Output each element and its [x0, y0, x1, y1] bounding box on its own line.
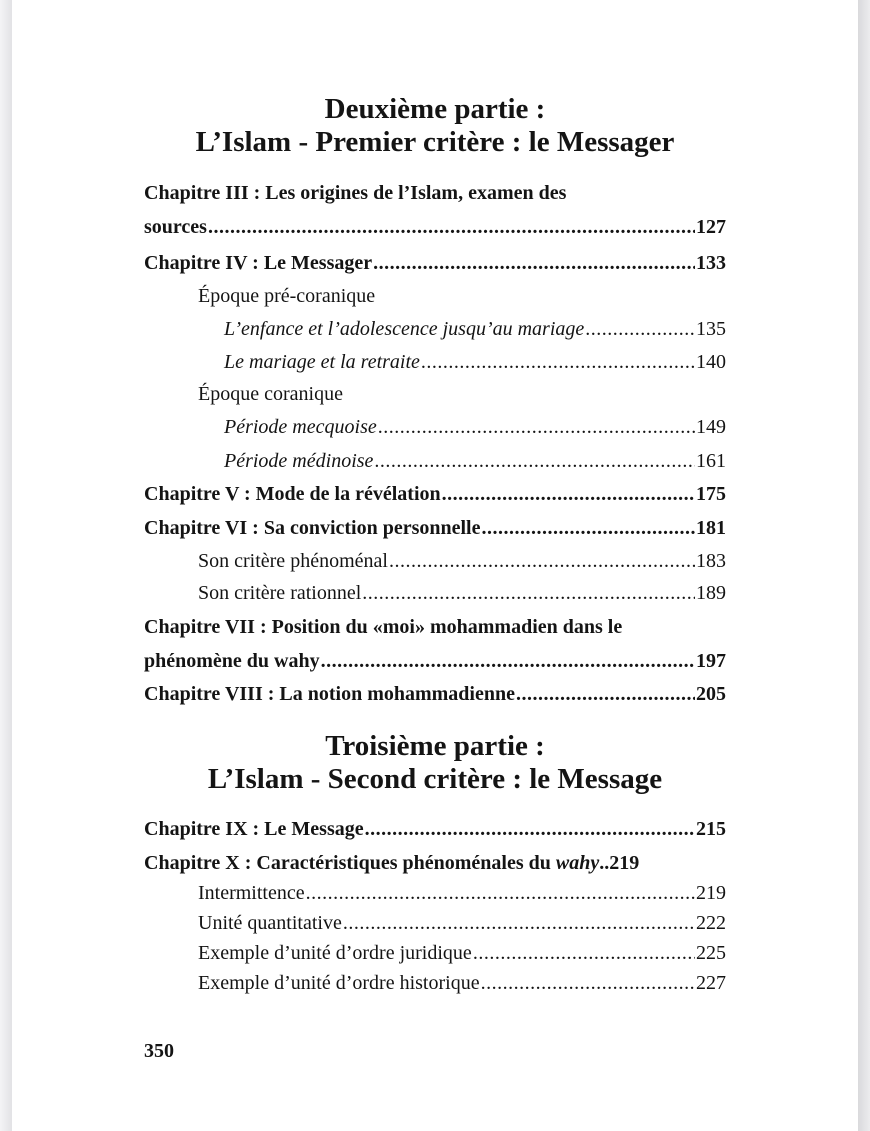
part-title-line1: Troisième partie : — [325, 730, 545, 762]
dot-leader — [321, 648, 695, 674]
part-title-deuxieme — [12, 93, 858, 159]
part-title-troisieme — [12, 730, 858, 796]
entry-label: Chapitre VI : Sa conviction personnelle — [144, 517, 481, 539]
page-number: 133 — [696, 252, 726, 274]
entry-label: Exemple d’unité d’ordre historique — [198, 972, 480, 994]
dot-leader — [374, 448, 695, 474]
toc-entry-unite-historique — [198, 970, 726, 996]
page-edge-left — [0, 0, 12, 1131]
dot-leader — [482, 515, 696, 541]
part-title-line1: Deuxième partie : — [324, 93, 546, 125]
dot-leader — [481, 970, 695, 996]
dot-leader — [208, 214, 695, 240]
page-number: 175 — [696, 483, 726, 505]
entry-label: sources — [144, 216, 207, 238]
dot-leader — [516, 681, 695, 707]
toc-entry-chapitre-9 — [144, 816, 726, 842]
part-title-line2: L’Islam - Premier critère : le Messager — [195, 126, 675, 158]
entry-label: L’enfance et l’adolescence jusqu’au mariage — [224, 318, 585, 340]
entry-label: Intermittence — [198, 882, 305, 904]
dot-leader — [306, 880, 695, 906]
entry-label: Exemple d’unité d’ordre juridique — [198, 942, 472, 964]
dot-leader — [343, 910, 695, 936]
toc-entry-periode-mecquoise — [224, 414, 726, 440]
dot-leader — [421, 349, 695, 375]
page-number: 183 — [696, 550, 726, 572]
entry-label: Période mecquoise — [224, 416, 377, 438]
toc-entry-unite-quantitative — [198, 910, 726, 936]
page-number: 222 — [696, 912, 726, 934]
entry-label: Chapitre IX : Le Message — [144, 818, 364, 840]
entry-label: Période médinoise — [224, 450, 374, 472]
entry-label: Chapitre IV : Le Messager — [144, 252, 373, 274]
dot-leader — [585, 316, 695, 342]
toc-section-epoque-pre-coranique: Époque pré-coranique — [198, 285, 376, 307]
part-title-line2: L’Islam - Second critère : le Message — [207, 763, 663, 795]
dot-leader — [373, 250, 695, 276]
page-number: 225 — [696, 942, 726, 964]
page-number: 189 — [696, 582, 726, 604]
toc-entry-mariage — [224, 349, 726, 375]
toc-entry-chapitre-6 — [144, 515, 726, 541]
toc-entry-enfance — [224, 316, 726, 342]
dot-leader — [473, 940, 695, 966]
page-number: 149 — [696, 416, 726, 438]
toc-entry-intermittence — [198, 880, 726, 906]
entry-label — [144, 850, 599, 876]
page-number: 135 — [696, 318, 726, 340]
toc-section-epoque-coranique: Époque coranique — [198, 383, 343, 405]
toc-entry-critere-rationnel — [198, 580, 726, 606]
page-number: 140 — [696, 351, 726, 373]
toc-entry-chapitre-5 — [144, 481, 726, 507]
toc-entry-chapitre-3: Chapitre III : Les origines de l’Islam, examen des — [144, 182, 567, 204]
book-page — [12, 0, 858, 1131]
toc-entry-chapitre-4 — [144, 250, 726, 276]
toc-entry-chapitre-8 — [144, 681, 726, 707]
toc-entry-critere-phenomenal — [198, 548, 726, 574]
entry-label: Le mariage et la retraite — [224, 351, 420, 373]
toc-entry-periode-medinoise — [224, 448, 726, 474]
page-number: 161 — [696, 450, 726, 472]
page-number: 181 — [696, 517, 726, 539]
page-number: 127 — [696, 216, 726, 238]
entry-label: Unité quantitative — [198, 912, 342, 934]
page-number: 215 — [696, 818, 726, 840]
entry-label: phénomène du wahy — [144, 650, 320, 672]
toc-entry-sources — [144, 214, 726, 240]
toc-entry-unite-juridique — [198, 940, 726, 966]
dot-leader: .. — [599, 852, 610, 874]
toc-entry-phenomene-wahy — [144, 648, 726, 674]
entry-label: Son critère phénoménal — [198, 550, 388, 572]
toc-entry-chapitre-7: Chapitre VII : Position du «moi» mohammadien dans le — [144, 616, 623, 638]
dot-leader — [389, 548, 695, 574]
dot-leader — [362, 580, 695, 606]
entry-label-emphasis: wahy — [555, 852, 600, 874]
page-number: 219 — [696, 882, 726, 904]
entry-label: Son critère rationnel — [198, 582, 362, 604]
dot-leader — [442, 481, 695, 507]
dot-leader — [378, 414, 695, 440]
entry-label: Chapitre VIII : La notion mohammadienne — [144, 683, 515, 705]
page-number: 219 — [609, 852, 640, 874]
page-number: 205 — [696, 683, 726, 705]
page-number: 227 — [696, 972, 726, 994]
dot-leader — [365, 816, 695, 842]
page-edge-right — [858, 0, 870, 1131]
entry-label-text: Chapitre X : Caractéristiques phénoménales du — [144, 852, 556, 874]
toc-entry-chapitre-10 — [144, 850, 726, 876]
entry-label: Chapitre V : Mode de la révélation — [144, 483, 441, 505]
page-number: 197 — [696, 650, 726, 672]
page-folio: 350 — [144, 1040, 174, 1062]
